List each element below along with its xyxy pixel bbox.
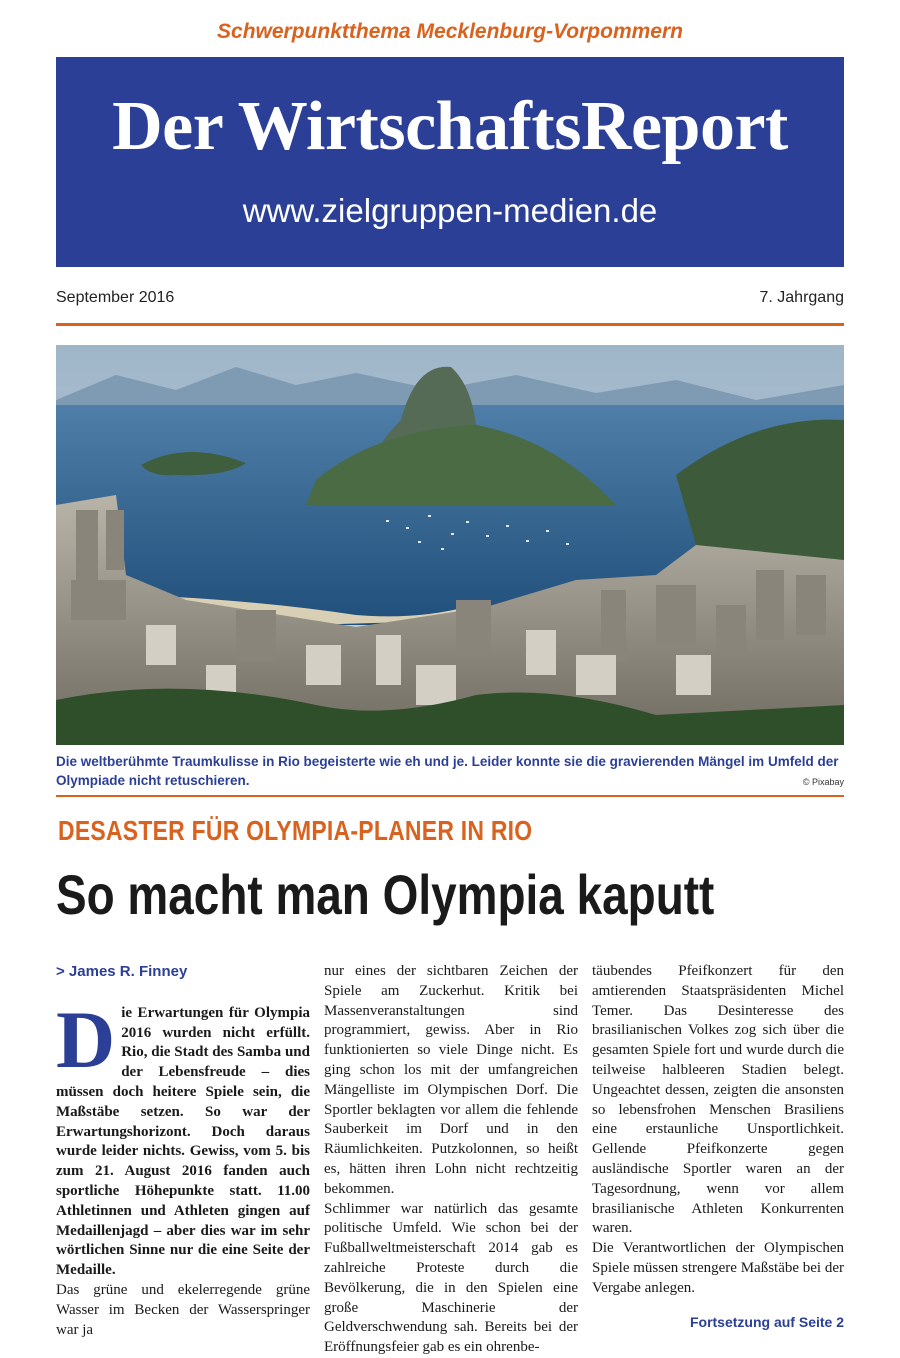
article-column-3 bbox=[592, 962, 844, 1332]
masthead bbox=[56, 57, 844, 267]
photo-credit: © Pixabay bbox=[802, 777, 844, 787]
masthead-url[interactable]: www.zielgruppen-medien.de bbox=[242, 192, 658, 229]
cover-photo bbox=[56, 345, 844, 745]
masthead-title: Der WirtschaftsReport bbox=[112, 88, 788, 165]
article-paragraph: täubendes Pfeifkonzert für den amtierenden Staatspräsidenten Michel Temer. Das Desinteresse des brasilianischen Volkes zog sich über die gesamten Spiele fort und wurde durch die teilweise halbleeren Stadien belegt. Ungeachtet dessen, zeigten die ansonsten so lebensfrohen Menschen Brasiliens eine erstaunliche Unsportlichkeit. Gellende Pfeifkonzerte gegen ausländische Sportler waren an der Tagesordnung, wenn vor allem brasilianische Athleten Konkurrenten waren. bbox=[592, 963, 844, 1237]
article-author: > James R. Finney bbox=[56, 963, 188, 980]
article-paragraph: nur eines der sichtbaren Zeichen der Spiele am Zuckerhut. Kritik bei Massenveranstaltungen sind programmiert, gewiss. Aber in Rio funktionierten so viele Dinge nicht. Es ging schon los mit der umfangreichen Mängelliste im Olympischen Dorf. Die Sportler beklagten vor allem die fehlende Sauberkeit im Dorf und in den Räumlichkeiten. Putzkolonnen, so heißt es, hätten ihren Lohn nicht rechtzeitig bekommen. bbox=[324, 963, 578, 1197]
article-paragraph: Die Verantwortlichen der Olympischen Spiele müssen strengere Maßstäbe bei der Vergabe anlegen. bbox=[592, 1240, 845, 1296]
issue-edition: 7. Jahrgang bbox=[759, 289, 844, 306]
photo-caption: Die weltberühmte Traumkulisse in Rio begeisterte wie eh und je. Leider konnte sie die gravierenden Mängel im Umfeld der Olympiade nicht retuschieren. bbox=[56, 754, 839, 788]
drop-cap: D bbox=[56, 993, 116, 1085]
caption-rule bbox=[56, 795, 844, 797]
topic-line: Schwerpunktthema Mecklenburg-Vorpommern bbox=[217, 20, 683, 43]
divider-rule bbox=[56, 323, 844, 326]
article-paragraph: Das grüne und ekelerregende grüne Wasser im Becken der Wasserspringer war ja bbox=[56, 1281, 310, 1338]
article-column-2 bbox=[324, 962, 578, 1358]
article-kicker: DESASTER FÜR OLYMPIA-PLANER IN RIO bbox=[58, 815, 533, 846]
continuation-link[interactable]: Fortsetzung auf Seite 2 bbox=[689, 1313, 844, 1330]
article-headline: So macht man Olympia kaputt bbox=[56, 863, 715, 926]
article-lead bbox=[56, 993, 310, 1281]
lead-text: ie Erwartungen für Olympia 2016 wurden nicht erfüllt. Rio, die Stadt des Samba und der Lebensfreude – dies müssen doch heitere Spiele sein, die Maßstäbe setzen. So war der Erwartungshorizont. Doch daraus wurde leider nichts. Gewiss, vom 5. bis zum 21. August 2016 fanden auch sportliche Höhepunkte statt. 11.00 Athletinnen und Athleten gingen auf Medaillenjagd – aber dies war im sehr wörtlichen Sinne nur die eine Seite der Medaille. bbox=[56, 1004, 310, 1279]
article-column-1 bbox=[56, 962, 310, 1340]
article-paragraph: Schlimmer war natürlich das gesamte politische Umfeld. Wie schon bei der Fußballweltmeisterschaft 2014 gab es zahlreiche Proteste durch die Bevölkerung, die in den Spielen eine große Maschinerie der Geldverschwendung sah. Bereits bei der Eröffnungsfeier gab es ein ohrenbe- bbox=[324, 1200, 578, 1356]
issue-date: September 2016 bbox=[56, 289, 175, 306]
